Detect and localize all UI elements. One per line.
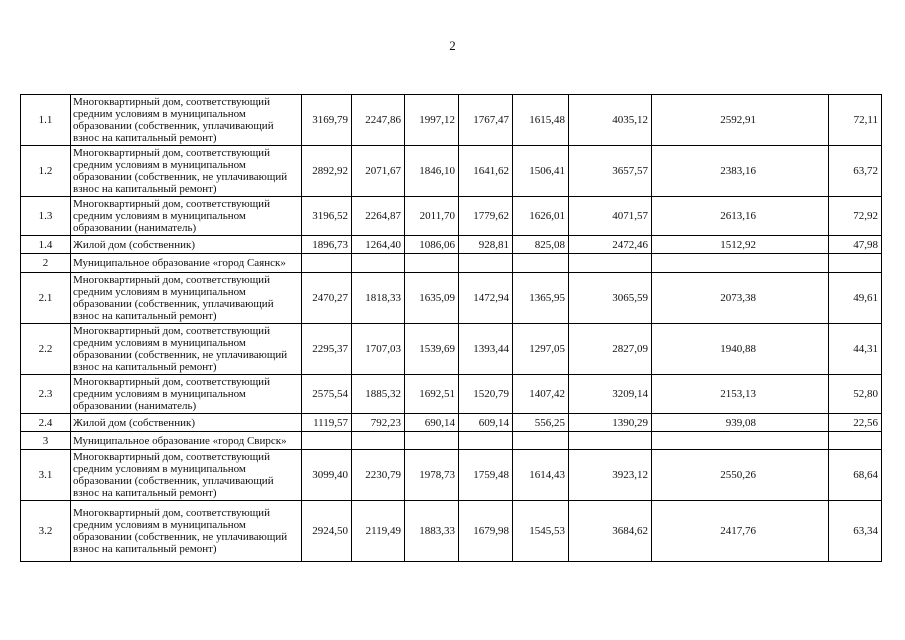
- row-description: Жилой дом (собственник): [71, 236, 302, 254]
- empty-cell: [829, 254, 882, 273]
- value-cell: 1641,62: [459, 146, 513, 197]
- empty-cell: [459, 254, 513, 273]
- value-cell: 939,08: [652, 414, 829, 432]
- value-cell: 1472,94: [459, 273, 513, 324]
- value-cell: 1885,32: [352, 375, 405, 414]
- value-cell: 22,56: [829, 414, 882, 432]
- value-cell: 3209,14: [569, 375, 652, 414]
- empty-cell: [405, 432, 459, 450]
- value-cell: 49,61: [829, 273, 882, 324]
- empty-cell: [352, 432, 405, 450]
- empty-cell: [652, 254, 829, 273]
- tariff-table: [20, 94, 882, 562]
- value-cell: 72,11: [829, 95, 882, 146]
- value-cell: 2119,49: [352, 501, 405, 562]
- row-description: Многоквартирный дом, соответствующий средним условиям в муниципальном образовании (собственник, не уплачивающий взнос на капитальный ремонт): [71, 501, 302, 562]
- table-row: [21, 375, 882, 414]
- value-cell: 2470,27: [302, 273, 352, 324]
- value-cell: 52,80: [829, 375, 882, 414]
- table-body: [21, 95, 882, 562]
- section-title: Муниципальное образование «город Свирск»: [71, 432, 302, 450]
- value-cell: 825,08: [513, 236, 569, 254]
- value-cell: 1779,62: [459, 197, 513, 236]
- table-row: [21, 197, 882, 236]
- value-cell: 1393,44: [459, 324, 513, 375]
- value-cell: 63,34: [829, 501, 882, 562]
- row-description: Многоквартирный дом, соответствующий средним условиям в муниципальном образовании (наниматель): [71, 197, 302, 236]
- value-cell: 1615,48: [513, 95, 569, 146]
- value-cell: 1692,51: [405, 375, 459, 414]
- value-cell: 1679,98: [459, 501, 513, 562]
- row-index: 1.4: [21, 236, 71, 254]
- row-index: 2.2: [21, 324, 71, 375]
- table-row: [21, 273, 882, 324]
- row-description: Многоквартирный дом, соответствующий средним условиям в муниципальном образовании (собственник, уплачивающий взнос на капитальный ремонт): [71, 450, 302, 501]
- empty-cell: [569, 432, 652, 450]
- value-cell: 2417,76: [652, 501, 829, 562]
- value-cell: 2613,16: [652, 197, 829, 236]
- empty-cell: [652, 432, 829, 450]
- row-index: 1.2: [21, 146, 71, 197]
- value-cell: 1818,33: [352, 273, 405, 324]
- value-cell: 3657,57: [569, 146, 652, 197]
- value-cell: 3169,79: [302, 95, 352, 146]
- value-cell: 1390,29: [569, 414, 652, 432]
- value-cell: 556,25: [513, 414, 569, 432]
- value-cell: 1086,06: [405, 236, 459, 254]
- table-row: [21, 450, 882, 501]
- value-cell: 72,92: [829, 197, 882, 236]
- value-cell: 47,98: [829, 236, 882, 254]
- value-cell: 1626,01: [513, 197, 569, 236]
- value-cell: 63,72: [829, 146, 882, 197]
- value-cell: 1407,42: [513, 375, 569, 414]
- value-cell: 2550,26: [652, 450, 829, 501]
- value-cell: 2295,37: [302, 324, 352, 375]
- value-cell: 1512,92: [652, 236, 829, 254]
- section-row: [21, 254, 882, 273]
- row-index: 1.3: [21, 197, 71, 236]
- value-cell: 2575,54: [302, 375, 352, 414]
- value-cell: 1940,88: [652, 324, 829, 375]
- empty-cell: [829, 432, 882, 450]
- value-cell: 1767,47: [459, 95, 513, 146]
- value-cell: 2892,92: [302, 146, 352, 197]
- row-index: 3.2: [21, 501, 71, 562]
- empty-cell: [459, 432, 513, 450]
- value-cell: 2073,38: [652, 273, 829, 324]
- value-cell: 1635,09: [405, 273, 459, 324]
- empty-cell: [302, 432, 352, 450]
- section-row: [21, 432, 882, 450]
- value-cell: 3099,40: [302, 450, 352, 501]
- row-index: 1.1: [21, 95, 71, 146]
- value-cell: 44,31: [829, 324, 882, 375]
- value-cell: 1119,57: [302, 414, 352, 432]
- value-cell: 1759,48: [459, 450, 513, 501]
- empty-cell: [513, 254, 569, 273]
- row-index: 2: [21, 254, 71, 273]
- row-description: Многоквартирный дом, соответствующий средним условиям в муниципальном образовании (собственник, не уплачивающий взнос на капитальный ремонт): [71, 324, 302, 375]
- value-cell: 1896,73: [302, 236, 352, 254]
- value-cell: 1264,40: [352, 236, 405, 254]
- value-cell: 1297,05: [513, 324, 569, 375]
- row-index: 2.4: [21, 414, 71, 432]
- table-row: [21, 236, 882, 254]
- value-cell: 690,14: [405, 414, 459, 432]
- value-cell: 4071,57: [569, 197, 652, 236]
- row-index: 3.1: [21, 450, 71, 501]
- value-cell: 609,14: [459, 414, 513, 432]
- table-row: [21, 95, 882, 146]
- value-cell: 2827,09: [569, 324, 652, 375]
- tariff-table-container: [20, 94, 882, 562]
- table-row: [21, 146, 882, 197]
- value-cell: 1707,03: [352, 324, 405, 375]
- value-cell: 2383,16: [652, 146, 829, 197]
- value-cell: 1539,69: [405, 324, 459, 375]
- value-cell: 2230,79: [352, 450, 405, 501]
- empty-cell: [352, 254, 405, 273]
- value-cell: 928,81: [459, 236, 513, 254]
- row-index: 2.1: [21, 273, 71, 324]
- value-cell: 2264,87: [352, 197, 405, 236]
- value-cell: 1506,41: [513, 146, 569, 197]
- table-row: [21, 414, 882, 432]
- row-description: Многоквартирный дом, соответствующий средним условиям в муниципальном образовании (собственник, не уплачивающий взнос на капитальный ремонт): [71, 146, 302, 197]
- row-index: 2.3: [21, 375, 71, 414]
- value-cell: 68,64: [829, 450, 882, 501]
- value-cell: 1365,95: [513, 273, 569, 324]
- value-cell: 1545,53: [513, 501, 569, 562]
- page-number: 2: [449, 38, 456, 53]
- row-description: Многоквартирный дом, соответствующий средним условиям в муниципальном образовании (собственник, уплачивающий взнос на капитальный ремонт): [71, 95, 302, 146]
- value-cell: 3923,12: [569, 450, 652, 501]
- table-row: [21, 324, 882, 375]
- value-cell: 3684,62: [569, 501, 652, 562]
- row-description: Многоквартирный дом, соответствующий средним условиям в муниципальном образовании (собственник, уплачивающий взнос на капитальный ремонт): [71, 273, 302, 324]
- value-cell: 3065,59: [569, 273, 652, 324]
- value-cell: 2247,86: [352, 95, 405, 146]
- empty-cell: [302, 254, 352, 273]
- value-cell: 1978,73: [405, 450, 459, 501]
- value-cell: 1846,10: [405, 146, 459, 197]
- empty-cell: [569, 254, 652, 273]
- value-cell: 3196,52: [302, 197, 352, 236]
- value-cell: 2472,46: [569, 236, 652, 254]
- value-cell: 2071,67: [352, 146, 405, 197]
- value-cell: 2011,70: [405, 197, 459, 236]
- empty-cell: [405, 254, 459, 273]
- value-cell: 4035,12: [569, 95, 652, 146]
- value-cell: 1997,12: [405, 95, 459, 146]
- empty-cell: [513, 432, 569, 450]
- section-title: Муниципальное образование «город Саянск»: [71, 254, 302, 273]
- value-cell: 1614,43: [513, 450, 569, 501]
- row-description: Жилой дом (собственник): [71, 414, 302, 432]
- value-cell: 1883,33: [405, 501, 459, 562]
- table-row: [21, 501, 882, 562]
- value-cell: 1520,79: [459, 375, 513, 414]
- value-cell: 792,23: [352, 414, 405, 432]
- value-cell: 2592,91: [652, 95, 829, 146]
- row-index: 3: [21, 432, 71, 450]
- row-description: Многоквартирный дом, соответствующий средним условиям в муниципальном образовании (наниматель): [71, 375, 302, 414]
- value-cell: 2153,13: [652, 375, 829, 414]
- value-cell: 2924,50: [302, 501, 352, 562]
